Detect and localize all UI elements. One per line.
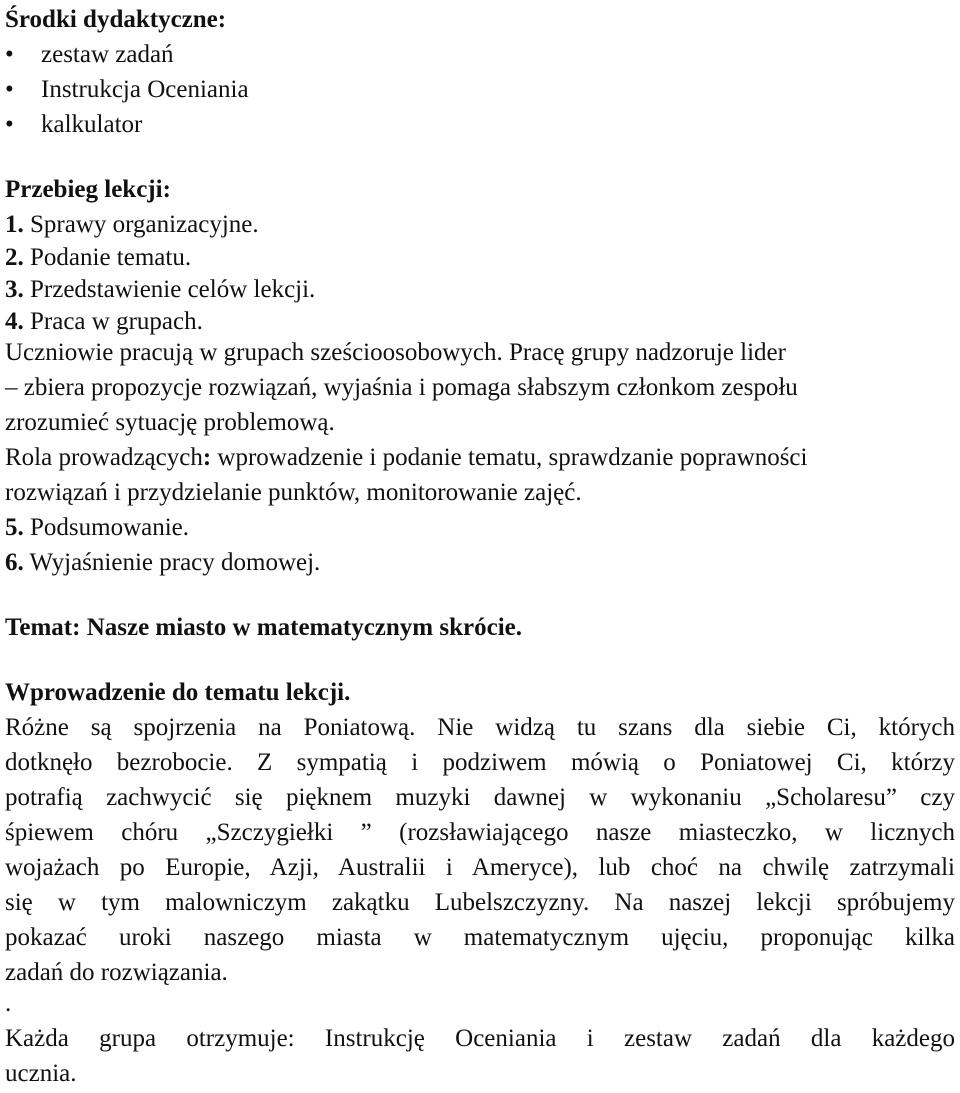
spacer [5, 580, 955, 610]
intro-line: potrafią zachwycić się pięknem muzyki dawnej w wykonaniu „Scholaresu” czy [5, 784, 955, 811]
materials-item [5, 37, 955, 72]
lesson-step [5, 510, 955, 545]
lesson-step [5, 240, 955, 275]
intro-line: śpiewem chóru „Szczygiełki ” (rozsławiającego nasze miasteczko, w licznych [5, 819, 955, 846]
role-text: wprowadzenie i podanie tematu, sprawdzanie poprawności [211, 444, 808, 471]
role-line: rozwiązań i przydzielanie punktów, monitorowanie zajęć. [5, 479, 582, 506]
step-number: 3. [5, 276, 24, 303]
lesson-step [5, 545, 955, 580]
intro-line: wojażach po Europie, Azji, Australii i Ameryce), lub choć na chwilę zatrzymali [5, 854, 955, 881]
intro-line: pokazać uroki naszego miasta w matematycznym ujęciu, proponując kilka [5, 924, 955, 951]
spacer [5, 142, 955, 172]
step-text: Przedstawienie celów lekcji. [23, 276, 316, 303]
lesson-step [5, 272, 955, 307]
role-line [5, 440, 955, 475]
document-page [5, 2, 955, 1091]
step-number: 6. [5, 549, 24, 576]
step-text: Wyjaśnienie pracy domowej. [23, 549, 321, 576]
step-text: Podsumowanie. [23, 514, 190, 541]
group-work-line: – zbiera propozycje rozwiązań, wyjaśnia i pomaga słabszym członkom zespołu [5, 374, 798, 401]
topic-label: Temat: [5, 614, 81, 641]
materials-heading: Środki dydaktyczne: [5, 6, 227, 33]
closing-line: Każda grupa otrzymuje: Instrukcję Oceniania i zestaw zadań dla każdego [5, 1025, 955, 1052]
bullet-icon: • [5, 41, 14, 68]
topic-text: Nasze miasto w matematycznym skrócie. [80, 614, 522, 641]
intro-line: Różne są spojrzenia na Poniatową. Nie widzą tu szans dla siebie Ci, których [5, 714, 955, 741]
step-number: 2. [5, 244, 24, 271]
materials-item [5, 107, 955, 142]
materials-item-text: Instrukcja Oceniania [41, 76, 249, 103]
step-text: Praca w grupach. [23, 308, 203, 335]
lesson-step [5, 304, 955, 339]
materials-item [5, 72, 955, 107]
step-text: Sprawy organizacyjne. [23, 211, 259, 238]
step-text: Podanie tematu. [23, 244, 192, 271]
spacer [5, 645, 955, 675]
materials-item-text: kalkulator [41, 111, 143, 138]
step-number: 5. [5, 514, 24, 541]
intro-line: zadań do rozwiązania. [5, 959, 228, 986]
bullet-icon: • [5, 111, 14, 138]
topic-line [5, 610, 955, 645]
step-number: 1. [5, 211, 24, 238]
intro-heading: Wprowadzenie do tematu lekcji. [5, 679, 351, 706]
lesson-heading: Przebieg lekcji: [5, 176, 171, 203]
intro-line: się w tym malowniczym zakątku Lubelszczyzny. Na naszej lekcji spróbujemy [5, 889, 955, 916]
role-label: Rola prowadzących [5, 444, 203, 471]
role-colon: : [202, 444, 212, 471]
intro-line: dotknęło bezrobocie. Z sympatią i podziwem mówią o Poniatowej Ci, którzy [5, 749, 955, 776]
stray-dot: . [5, 990, 12, 1017]
step-number: 4. [5, 308, 24, 335]
materials-item-text: zestaw zadań [41, 41, 174, 68]
bullet-icon: • [5, 76, 14, 103]
group-work-line: zrozumieć sytuację problemową. [5, 409, 335, 436]
group-work-line: Uczniowie pracują w grupach sześcioosobowych. Pracę grupy nadzoruje lider [5, 339, 786, 366]
closing-line: ucznia. [5, 1060, 77, 1087]
lesson-step [5, 207, 955, 242]
